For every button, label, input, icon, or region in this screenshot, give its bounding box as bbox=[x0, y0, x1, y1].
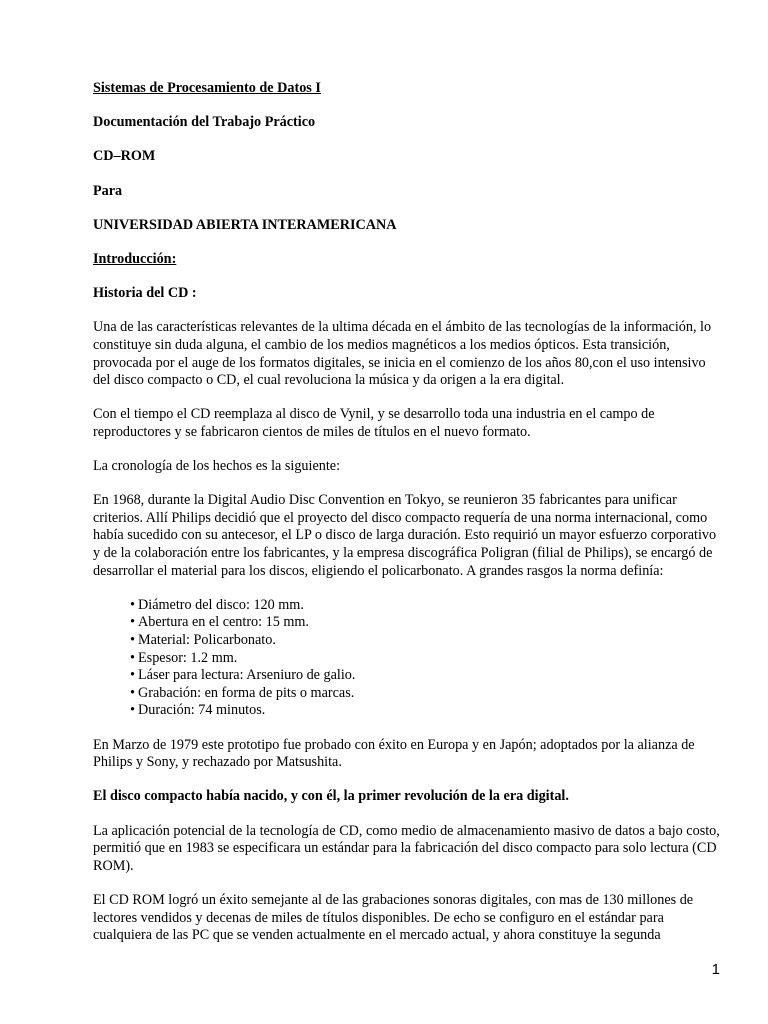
specification-list bbox=[93, 597, 723, 720]
list-item bbox=[130, 667, 723, 685]
topic-title: CD–ROM bbox=[93, 148, 156, 165]
bullet-icon: • bbox=[130, 632, 135, 648]
list-item bbox=[130, 614, 723, 632]
paragraph-intro bbox=[93, 319, 723, 389]
paragraph-1979 bbox=[93, 737, 723, 772]
course-title: Sistemas de Procesamiento de Datos I bbox=[93, 80, 321, 96]
text-line: En 1968, durante la Digital Audio Disc Convention en Tokyo, se reunieron 35 fabricantes para unificar bbox=[93, 492, 677, 509]
paragraph-bold-statement: El disco compacto había nacido, y con él, la primer revolución de la era digital. bbox=[93, 788, 569, 805]
list-item-text: Abertura en el centro: 15 mm. bbox=[138, 614, 309, 631]
bullet-icon: • bbox=[130, 702, 135, 719]
list-item bbox=[130, 650, 723, 668]
list-item-text: Diámetro del disco: 120 mm. bbox=[138, 596, 304, 613]
text-line: reproductores y se fabricaron cientos de miles de títulos en el nuevo formato. bbox=[93, 423, 531, 440]
list-item-text: Espesor: 1.2 mm. bbox=[138, 649, 238, 666]
list-item bbox=[130, 597, 723, 615]
bullet-icon: • bbox=[130, 614, 135, 631]
text-line: permitió que en 1983 se especificara un estándar para la fabricación del disco compacto para solo lectura (CD bbox=[93, 840, 717, 857]
paragraph-application bbox=[93, 823, 723, 876]
text-line: lectores vendidos y decenas de miles de títulos disponibles. De echo se configuro en el estándar para bbox=[93, 909, 664, 926]
bullet-icon: • bbox=[130, 684, 135, 701]
paragraph-cdrom-success bbox=[93, 892, 723, 945]
paragraph-chronology bbox=[93, 458, 723, 476]
text-line: criterios. Allí Philips decidió que el proyecto del disco compacto requería de una norma internacional, como bbox=[93, 509, 708, 526]
text-line: El CD ROM logró un éxito semejante al de las grabaciones sonoras digitales, con mas de 130 millones de bbox=[93, 891, 694, 908]
list-item-text: Material: Policarbonato. bbox=[138, 632, 276, 648]
text-line: Con el tiempo el CD reemplaza al disco de Vynil, y se desarrollo toda una industria en el campo de bbox=[93, 406, 655, 423]
document-title: Documentación del Trabajo Práctico bbox=[93, 114, 316, 131]
text-line: ROM). bbox=[93, 857, 134, 874]
text-line: y de la colaboración entre los fabricantes, y la empresa discográfica Poligran (filial de Philips), se encargó de bbox=[93, 545, 713, 562]
bullet-icon: • bbox=[130, 667, 135, 684]
text-line: desarrollar el material para los discos, eligiendo el policarbonato. A grandes rasgos la norma definía: bbox=[93, 562, 664, 579]
para-label: Para bbox=[93, 182, 123, 199]
text-line: En Marzo de 1979 este prototipo fue probado con éxito en Europa y en Japón; adoptados por la alianza de bbox=[93, 736, 695, 753]
text-line: La cronología de los hechos es la siguiente: bbox=[93, 458, 341, 475]
paragraph-1968 bbox=[93, 492, 723, 580]
text-line: constituye sin duda alguna, el cambio de los medios magnéticos a los medios ópticos. Esta transición, bbox=[93, 336, 670, 353]
list-item-text: Grabación: en forma de pits o marcas. bbox=[138, 684, 355, 701]
text-line: cualquiera de las PC que se venden actualmente en el mercado actual, y ahora constituye la segunda bbox=[93, 927, 661, 944]
text-line: Una de las características relevantes de la ultima década en el ámbito de las tecnologías de la información, lo bbox=[93, 319, 712, 336]
text-line: provocada por el auge de los formatos digitales, se inicia en el comienzo de los años 80,con el uso intensivo bbox=[93, 354, 706, 371]
bullet-icon: • bbox=[130, 649, 135, 666]
list-item-text: Duración: 74 minutos. bbox=[138, 702, 266, 719]
text-line: había sucedido con su antecesor, el LP o disco de larga duración. Esto requirió un mayor esfuerzo corporativo bbox=[93, 527, 717, 544]
history-heading: Historia del CD : bbox=[93, 285, 197, 302]
paragraph-vinyl bbox=[93, 406, 723, 441]
document-page bbox=[93, 80, 723, 961]
introduction-heading: Introducción: bbox=[93, 250, 177, 267]
bullet-icon: • bbox=[130, 596, 135, 613]
list-item-text: Láser para lectura: Arseniuro de galio. bbox=[138, 667, 356, 684]
university-name: UNIVERSIDAD ABIERTA INTERAMERICANA bbox=[93, 216, 397, 233]
text-line: del disco compacto o CD, el cual revoluciona la música y da origen a la era digital. bbox=[93, 372, 565, 389]
text-line: La aplicación potencial de la tecnología de CD, como medio de almacenamiento masivo de datos a bajo costo, bbox=[93, 822, 720, 839]
list-item bbox=[130, 702, 723, 720]
page-number: 1 bbox=[711, 961, 720, 978]
list-item bbox=[130, 685, 723, 703]
list-item bbox=[130, 632, 723, 650]
text-line: Philips y Sony, y rechazado por Matsushita. bbox=[93, 754, 342, 771]
